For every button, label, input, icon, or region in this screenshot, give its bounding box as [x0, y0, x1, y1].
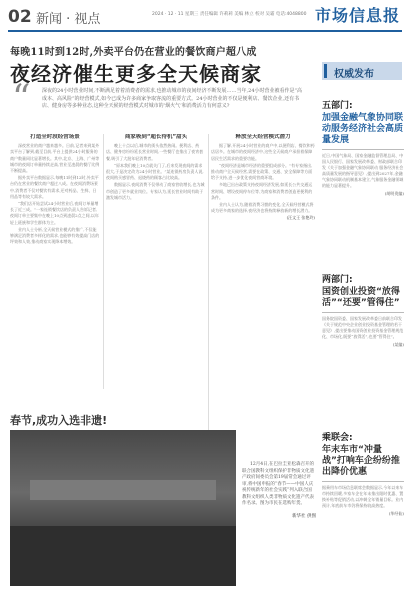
- issue-meta: 2024 · 12 · 11 星期三 责任编辑 许莉莉 美编 林立 校对 吴霜 电话:4048800: [152, 12, 307, 17]
- brief-sign: (华经仙): [388, 511, 404, 516]
- header-rule: [8, 30, 402, 32]
- authority-release-tag: [322, 62, 402, 80]
- column-title: 商家吸到“超长待机”甜头: [124, 134, 188, 140]
- brief-sign: (某编): [392, 342, 404, 347]
- paragraph: 多地已出台政策支持夜间经济发展,如延长公共交通运营时间、增设夜间停车位等,为商家和消费者创造更便利的条件。: [211, 182, 313, 200]
- caption-text: 12月4日,在巴拉圭亚松森召开的联合国教科文组织保护非物质文化遗产政府间委员会第19届常会通过评审,将中国申报的“春节——中国人庆祝传统新年的社会实践”列入联合国教科文组织人类非物质文化遗产代表作名录。图为市民在选购年货。: [242, 462, 315, 506]
- paragraph: 晚上十点以后,城市的街头依然热闹。便利店、药店、健身房纷纷延长营业时间,一些餐厅也推出了夜宵套餐,吸引了大批年轻消费者。: [106, 143, 204, 161]
- paragraph: 业内人士认为,随着消费习惯的变化,全天候经营模式将成为更多商家的选择,夜经济也将持续释放新的增长潜力。: [211, 202, 314, 214]
- brief-rule: [322, 481, 404, 482]
- paragraph: 业内人士分析,全天候营业模式的推广,不仅能够满足消费者多样化的需求,也能够有效提高门店的坪效和人效,推动商家实现降本增效。: [10, 226, 100, 245]
- article-column-1: [10, 134, 100, 389]
- lead-quote-text: 深夜的24小时营业时间,不断满足着着消费者的需求,也推动城市的夜间经济不断发展……当年,24小时营业被看作是“高成本、高风险”的经营模式,如今已成为许多商家争取客流的重要方式。24小时营业的不仅是便利店、餐饮企业,还有书店、健身房等多种业态,这种全天候的经营模式对城市的‘烟火气’和消费活力有何意义?: [42, 88, 303, 109]
- paragraph: 据外卖平台数据显示,每晚11时到12时,外卖平台仍在营业的餐饮商户超过八成。在夜间消费场景中,消费者不仅对餐饮有需求,还对药品、生鲜、日用品等有较大需求。: [10, 175, 99, 199]
- lead-quote: [10, 78, 310, 128]
- page-number: 02: [8, 7, 32, 27]
- column-title: 释放全天经营模式潜力: [235, 134, 291, 140]
- brief-rule: [322, 312, 404, 313]
- brief-text: 近日,中国气象局、国家金融监督管理总局、中国人民银行、国家发展改革委、财政部联合印发《关于加强金融气象协同联动 服务经济社会高质量发展的指导意见》,提出到2027年,金融气象协同联动机制基本建立,气象服务金融领域的能力显著提升。: [322, 153, 404, 188]
- brief-text: 据乘用车市场信息联席会数据显示,今年以来车市持续回暖,多家车企在年末推出限时优惠、置换补贴等促销活动,以冲刺全年销量目标。业内预计,年底前车市仍将保持较高热度。: [322, 485, 404, 508]
- photo-crowd: [10, 526, 236, 586]
- paragraph: 深夜营业的商户越来越多。日前,记者来到某外卖平台了解到,截至目前,平台上提供24小时服务的商户数量同比显著增长。其中,北京、上海、广州等城市的夜间订单量持续走高,营业至凌晨的餐厅比例不断提高。: [10, 143, 100, 174]
- brief-sign: (胡明贵编): [384, 191, 404, 196]
- paragraph: “夜间经济是城市经济的重要组成部分。”有专家指出,推动商户全天候经营,需要在政策、交通、安全保障等方面给予支持,进一步优化夜间营商环境。: [211, 162, 313, 181]
- brief-label: 乘联会:: [322, 433, 353, 443]
- tag-bar: [324, 64, 327, 78]
- tag-label: 权威发布: [334, 69, 374, 80]
- brief-label: 五部门:: [322, 101, 353, 111]
- brief-rule: [322, 149, 404, 150]
- quote-mark-icon: “: [12, 78, 31, 119]
- paragraph: “原本我们晚上10点就关门了,后来发现夜间的需求很大,于是决定改为24小时营业。”某连锁药房负责人说,夜间购买感冒药、退烧药的顾客占比较高。: [106, 162, 204, 181]
- page-header: [0, 0, 410, 34]
- news-brief: [322, 430, 404, 517]
- newspaper-logo: 市场信息报: [314, 6, 400, 25]
- column-divider: [103, 134, 104, 389]
- photo-banner-title: 春节,成功入选非遗!: [10, 414, 108, 427]
- main-headline: 夜经济催生更多全天候商家: [10, 62, 262, 86]
- headline-kicker: 每晚11时到12时,外卖平台仍在营业的餐饮商户超八成: [10, 47, 257, 58]
- photo-caption: [242, 462, 316, 520]
- brief-title: 年末车市“冲量战”打响车企纷纷推出降价优惠: [322, 445, 400, 477]
- right-column: [322, 40, 404, 588]
- photo-shelf: [30, 480, 216, 500]
- section-title: 新闻 · 视点: [36, 12, 101, 27]
- column-title: 打造全时段经营场景: [30, 134, 80, 140]
- news-photo: [10, 430, 236, 586]
- paragraph: 据了解,开展24小时营业的商户中,以便利店、餐饮和药店居多。在城市的夜间经济中,这些全天候商户承担着保障居民生活需求的重要功能。: [211, 143, 315, 161]
- article-column-2: [106, 134, 206, 316]
- brief-title: 加强金融气象协同联动服务经济社会高质量发展: [322, 113, 404, 145]
- news-brief: [322, 272, 404, 348]
- brief-text: 国务院国资委、国家发展改革委日前联合印发《关于规范中央企业创业投资基金管理的若干意见》,提出要推动国资创业投资基金管理规范化、市场化,既要“放得活”,也要“管得住”。: [322, 316, 404, 339]
- brief-label: 两部门:: [322, 275, 353, 285]
- photo-credit: 新华社 供图: [292, 513, 316, 519]
- paragraph: “我们店开始尝试24小时营业后,夜间订单量增长了近三成。”一家连锁餐饮店的负责人告诉记者,夜间订单主要集中在晚上10点到凌晨2点之间,以年轻上班族和学生群体为主。: [10, 201, 99, 225]
- brief-title: 国资创业投资“放得活”“还要”管得住”: [322, 287, 400, 308]
- paragraph: 数据显示,夜间消费不仅带动了商家营收增长,也为城市创造了更多就业岗位。专家认为,延长营业时间有助于激发城市活力。: [106, 182, 205, 200]
- news-brief: [322, 98, 404, 197]
- article-byline: (汪文王 张艳玲): [286, 215, 315, 221]
